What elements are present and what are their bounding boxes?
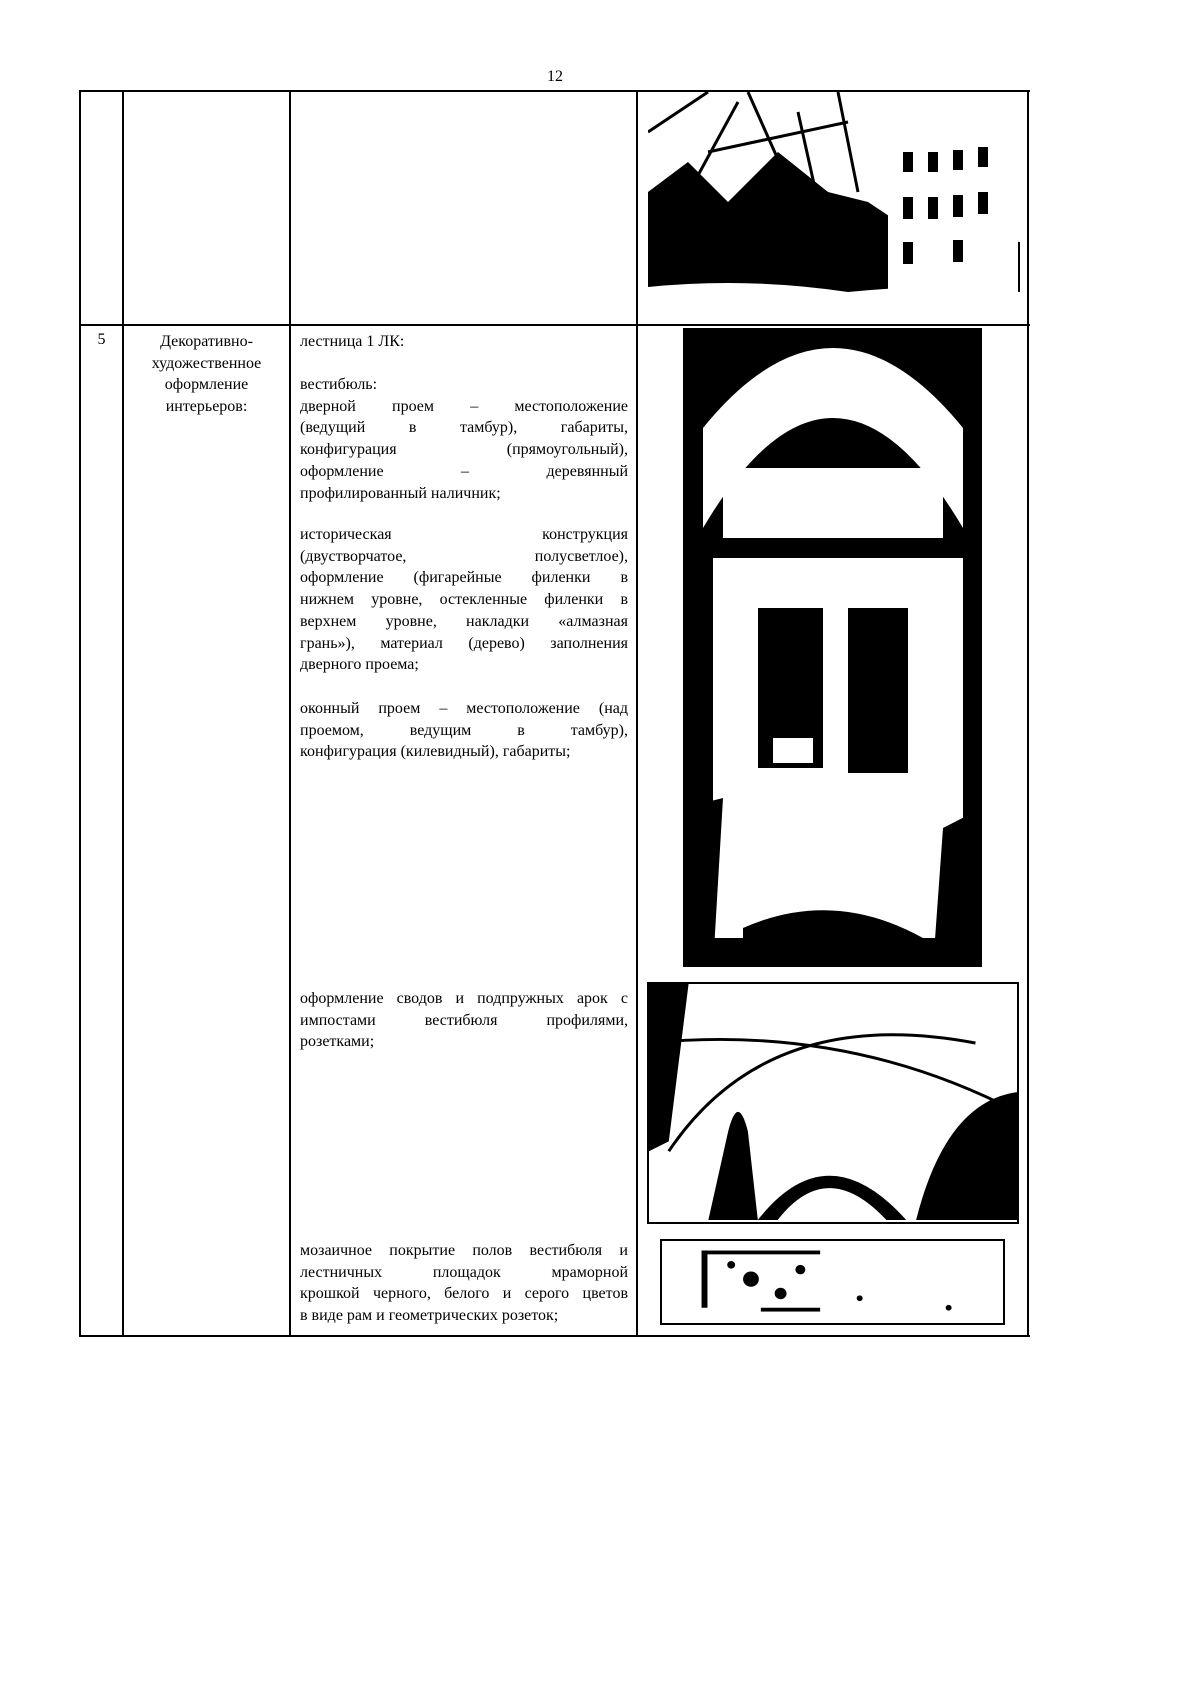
paragraph-line: профилированный наличник; bbox=[300, 484, 501, 502]
paragraph-line: проемом, ведущим в тамбур), bbox=[300, 721, 628, 739]
vestibule-doorway-photo bbox=[683, 328, 982, 967]
column-line bbox=[636, 90, 638, 1337]
paragraph-line: грань»), материал (дерево) заполнения bbox=[300, 634, 628, 652]
category-line: Декоративно- bbox=[160, 333, 253, 350]
paragraph-line: оформление сводов и подпружных арок с bbox=[300, 990, 628, 1007]
mosaic-floor-photo bbox=[660, 1239, 1005, 1325]
paragraph-line: конфигурация (прямоугольный), bbox=[300, 441, 628, 459]
paragraph-line: лестница 1 ЛК: bbox=[300, 333, 405, 350]
paragraph-line: розетками; bbox=[300, 1033, 375, 1051]
column-line bbox=[122, 90, 124, 1337]
building-exterior-photo bbox=[648, 92, 1020, 313]
description-paragraph bbox=[300, 698, 628, 763]
row-number: 5 bbox=[97, 331, 106, 348]
vault-arches-photo bbox=[647, 982, 1019, 1224]
paragraph-line: оконный проем – местоположение (над bbox=[300, 700, 628, 717]
description-paragraph bbox=[300, 331, 628, 353]
row-divider bbox=[80, 324, 1030, 326]
paragraph-line: историческая конструкция bbox=[300, 526, 628, 543]
paragraph-line: дверного проема; bbox=[300, 656, 419, 674]
paragraph-line: оформление (фигарейные филенки в bbox=[300, 569, 628, 587]
paragraph-line: мозаичное покрытие полов вестибюля и bbox=[300, 1242, 628, 1259]
paragraph-line: крошкой черного, белого и серого цветов bbox=[300, 1285, 628, 1303]
column-line bbox=[79, 90, 81, 1337]
table-border-bottom bbox=[80, 1335, 1030, 1337]
page-number: 12 bbox=[547, 68, 563, 85]
description-paragraph bbox=[300, 1240, 628, 1327]
category-cell bbox=[123, 331, 290, 418]
category-line: интерьеров: bbox=[165, 398, 248, 416]
category-line: оформление bbox=[164, 376, 249, 394]
paragraph-line: в виде рам и геометрических розеток; bbox=[300, 1307, 559, 1325]
paragraph-line: нижнем уровне, остекленные филенки в bbox=[300, 591, 628, 609]
column-line bbox=[1027, 90, 1029, 1337]
paragraph-line: импостами вестибюля профилями, bbox=[300, 1011, 628, 1029]
paragraph-line: лестничных площадок мраморной bbox=[300, 1263, 628, 1281]
paragraph-line: вестибюль: bbox=[300, 376, 378, 393]
category-line: художественное bbox=[151, 354, 262, 372]
paragraph-line: (ведущий в тамбур), габариты, bbox=[300, 419, 628, 437]
paragraph-line: оформление – деревянный bbox=[300, 462, 628, 480]
description-paragraph bbox=[300, 396, 628, 505]
description-paragraph bbox=[300, 988, 628, 1053]
description-paragraph bbox=[300, 374, 628, 396]
paragraph-line: конфигурация (килевидный), габариты; bbox=[300, 743, 571, 761]
paragraph-line: верхнем уровне, накладки «алмазная bbox=[300, 612, 628, 630]
column-line bbox=[289, 90, 291, 1337]
description-paragraph bbox=[300, 524, 628, 676]
paragraph-line: дверной проем – местоположение bbox=[300, 397, 628, 415]
paragraph-line: (двустворчатое, полусветлое), bbox=[300, 547, 628, 565]
